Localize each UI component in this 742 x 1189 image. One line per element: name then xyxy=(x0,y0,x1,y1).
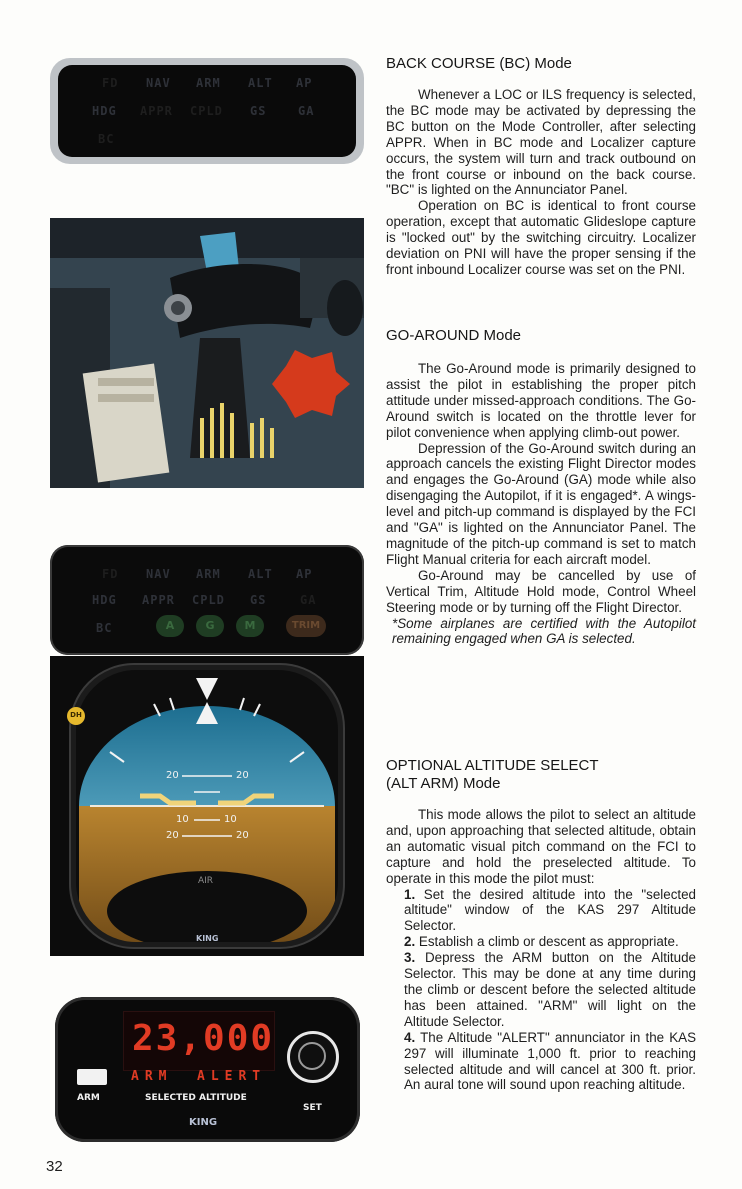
ann-gs: GS xyxy=(250,104,267,118)
pitch-label-20-left: 20 xyxy=(166,830,179,841)
annunciator-panel-bc xyxy=(50,58,364,164)
pitch-label-10-right: 10 xyxy=(224,814,237,825)
set-knob[interactable] xyxy=(287,1031,339,1083)
ann-hdg: HDG xyxy=(92,593,117,607)
air-label: AIR xyxy=(198,876,214,886)
ann-ga: GA xyxy=(300,593,317,607)
throttle-illustration xyxy=(50,218,364,488)
ann-bc: BC xyxy=(96,621,113,635)
ann-arm: ARM xyxy=(196,76,221,90)
trim-light-m: M xyxy=(236,615,264,637)
ann-hdg: HDG xyxy=(92,104,117,118)
ann-ap: AP xyxy=(296,76,313,90)
bc-paragraph-1: Whenever a LOC or ILS frequency is selected, the BC mode may be activated by depressing the BC button on the Mode Controller, after selecting APPR. When in BC mode and Localizer capture occurs, the system will turn and track outbound on the front course or inbound on the back course. "BC" is lighted on the Annunciator Panel. xyxy=(386,87,696,198)
ga-paragraph-1: The Go-Around mode is primarily designed to assist the pilot in establishing the proper pitch attitude under missed-approach conditions. The Go-Around switch is located on the throttle lever for pilot convenience when applying climb-out power. xyxy=(386,361,696,440)
alert-annunciator: ALERT xyxy=(197,1069,267,1084)
pitch-label-up-right: 20 xyxy=(236,770,249,781)
page-number: 32 xyxy=(46,1158,63,1175)
ann-cpld: CPLD xyxy=(192,593,225,607)
alt-paragraph-1: This mode allows the pilot to select an altitude and, upon approaching that selected altitude, obtain an automatic visual pitch command on the FCI to capture and hold the preselected altitude. To operate in this mode the pilot must: xyxy=(386,807,696,886)
alt-title-line-1: OPTIONAL ALTITUDE SELECT xyxy=(386,757,599,774)
ann-fd: FD xyxy=(102,76,119,90)
ann-ga: GA xyxy=(298,104,315,118)
trim-light-a: A xyxy=(156,615,184,637)
ann-bc: BC xyxy=(98,132,115,146)
alt-steps xyxy=(386,887,696,1094)
step-3: 3. Depress the ARM button on the Altitude Selector. This may be done at any time during the climb or descent before the selected altitude has been attained. "ARM" will light on the Altitude Selector. xyxy=(404,950,696,1029)
arm-button[interactable] xyxy=(77,1069,107,1085)
king-logo: KING xyxy=(196,934,219,943)
bc-section xyxy=(386,55,696,278)
step-1: 1. Set the desired altitude into the "selected altitude" window of the KAS 297 Altitude Selector. xyxy=(404,886,696,934)
ann-nav: NAV xyxy=(146,76,171,90)
pitch-label-up-left: 20 xyxy=(166,770,179,781)
bc-paragraph-2: Operation on BC is identical to front course operation, except that automatic Glideslope capture is "locked out" by the switching circuitry. Localizer deviation on PNI will have the proper sensing if the front inbound Localizer course was set on the PNI. xyxy=(386,198,696,277)
ga-paragraph-2: Depression of the Go-Around switch during an approach cancels the existing Flight Director modes and engages the Go-Around (GA) mode while also disengaging the Autopilot, if it is engaged*. A wings-level and pitch-up command is displayed by the FCI and "GA" is lighted on the Annunciator Panel. The magnitude of the pitch-up command is set to match Flight Manual criteria for each aircraft model. xyxy=(386,440,696,567)
ann-appr: APPR xyxy=(142,593,175,607)
pitch-label-10-left: 10 xyxy=(176,814,189,825)
ann-gs: GS xyxy=(250,593,267,607)
ga-footnote: *Some airplanes are certified with the Autopilot remaining engaged when GA is selected. xyxy=(392,615,696,647)
annunciator-panel-ga xyxy=(50,545,364,655)
altitude-readout xyxy=(123,1011,275,1071)
altitude-selector xyxy=(55,997,360,1142)
ann-arm: ARM xyxy=(196,567,221,581)
alt-arm-section xyxy=(386,757,696,1093)
arm-annunciator: ARM xyxy=(131,1069,173,1084)
bc-title: BACK COURSE (BC) Mode xyxy=(386,55,572,72)
ann-appr: APPR xyxy=(140,104,173,118)
adi-face xyxy=(50,656,364,956)
ann-nav: NAV xyxy=(146,567,171,581)
step-2: 2. Establish a climb or descent as appropriate. xyxy=(404,934,679,950)
selected-altitude-title: SELECTED ALTITUDE xyxy=(145,1093,247,1103)
king-logo: KING xyxy=(189,1117,218,1128)
ann-alt: ALT xyxy=(248,567,273,581)
ga-paragraph-3: Go-Around may be cancelled by use of Vertical Trim, Altitude Hold mode, Control Wheel Steering mode or by turning off the Flight Director. xyxy=(386,567,696,615)
dh-light: DH xyxy=(70,711,82,719)
step-4: 4. The Altitude "ALERT" annunciator in the KAS 297 will illuminate 1,000 ft. prior to reaching selected altitude and will cancel at 300 ft. prior. An aural tone will sound upon reaching altitude. xyxy=(404,1029,697,1093)
trim-light: TRIM xyxy=(286,615,326,637)
ga-title: GO-AROUND Mode xyxy=(386,327,522,344)
altitude-digits: 23,000 xyxy=(132,1018,275,1059)
ann-ap: AP xyxy=(296,567,313,581)
throttle-photo xyxy=(50,218,364,488)
ga-section xyxy=(386,327,696,647)
pitch-label-20-right: 20 xyxy=(236,830,249,841)
arm-button-label: ARM xyxy=(77,1093,100,1103)
ann-alt: ALT xyxy=(248,76,273,90)
set-label: SET xyxy=(303,1103,322,1113)
ann-fd: FD xyxy=(102,567,119,581)
trim-light-g: G xyxy=(196,615,224,637)
attitude-indicator xyxy=(50,656,364,956)
ann-cpld: CPLD xyxy=(190,104,223,118)
alt-title-line-2: (ALT ARM) Mode xyxy=(386,775,501,792)
